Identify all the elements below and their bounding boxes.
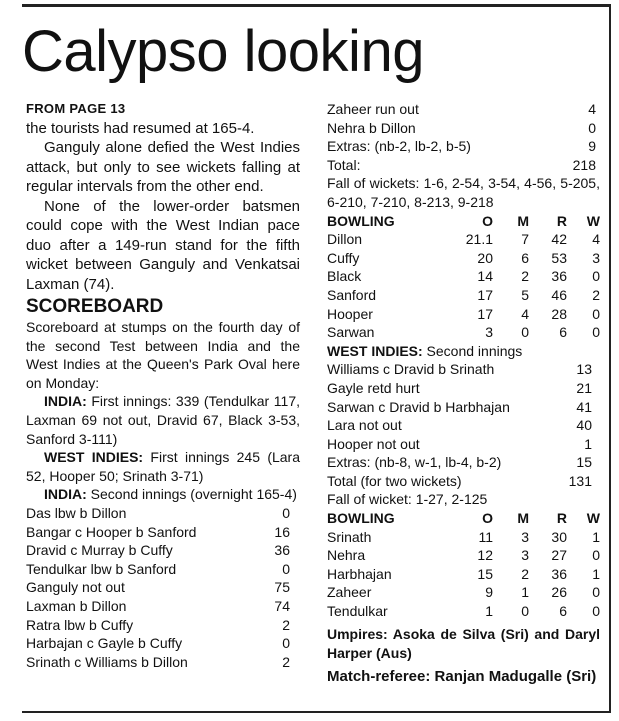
bottom-rule	[22, 711, 611, 713]
india-first-innings-label: INDIA:	[44, 393, 87, 410]
india-batting-list	[26, 504, 300, 671]
extras-row	[327, 453, 592, 472]
bowler-maidens: 1	[521, 584, 529, 601]
bowling-header-india	[327, 212, 600, 231]
paragraph-2: Ganguly alone defied the West Indies attack, but only to see wickets falling at regular intervals from the other end.	[26, 139, 300, 196]
total-value: 131	[568, 472, 592, 489]
india-first-innings-text: First innings: 339 (Tendulkar 117, Laxman 69 not out, Dravid 67, Black 3-53, Sanford 3-111)	[26, 393, 300, 447]
bowler-name: Srinath	[327, 528, 372, 545]
bowler-overs: 17	[477, 286, 493, 303]
total-row	[327, 472, 592, 491]
bowler-name: Tendulkar	[327, 603, 388, 620]
bowler-wickets: 2	[592, 286, 600, 303]
bowler-maidens: 6	[521, 249, 529, 266]
batsman-runs: 2	[282, 653, 290, 670]
bowler-name: Dillon	[327, 231, 363, 248]
right-rule	[609, 4, 611, 713]
bowler-overs: 12	[477, 547, 493, 564]
bowler-runs: 6	[559, 603, 567, 620]
bowler-runs: 42	[551, 231, 567, 248]
india-second-innings-text: Second innings (overnight 165-4)	[86, 486, 297, 503]
batsman-runs: 41	[576, 398, 592, 415]
batsman-dismissal: Das lbw b Dillon	[26, 505, 127, 522]
paragraph-3: None of the lower-order batsmen could cope with the West Indian pace duo after a 149-run stand for the fifth wicket between Ganguly and Venkatsai Laxman (74).	[26, 197, 300, 293]
batting-row	[327, 379, 592, 398]
bowler-wickets: 0	[592, 603, 600, 620]
batsman-dismissal: Hooper not out	[327, 435, 420, 452]
batsman-runs: 74	[274, 598, 290, 614]
bowler-row	[327, 286, 600, 305]
batting-row	[26, 634, 290, 653]
west-indies-second-innings	[327, 342, 600, 361]
batting-row	[26, 541, 290, 560]
bowling-header-west-indies	[327, 509, 600, 528]
batsman-runs: 4	[588, 101, 596, 117]
bowler-row	[327, 230, 600, 249]
bowler-runs: 36	[551, 565, 567, 582]
bowler-maidens: 4	[521, 305, 529, 322]
batsman-dismissal: Williams c Dravid b Srinath	[327, 361, 495, 378]
india-first-innings	[26, 392, 300, 448]
bowler-wickets: 0	[592, 305, 600, 322]
bowler-overs: 1	[485, 603, 493, 620]
batting-row	[327, 100, 596, 119]
total-row	[327, 156, 596, 175]
top-rule	[22, 4, 611, 7]
batsman-runs: 36	[274, 542, 290, 559]
bowler-runs: 6	[559, 324, 567, 341]
bowling-figures-india	[327, 230, 600, 342]
bowler-row	[327, 249, 600, 268]
bowler-row	[327, 528, 600, 547]
bowler-row	[327, 583, 600, 602]
paragraph-1: the tourists had resumed at 165-4.	[26, 119, 255, 137]
batting-row	[327, 119, 596, 138]
bowler-name: Cuffy	[327, 249, 360, 266]
extras-value: 9	[588, 138, 596, 155]
umpires-line: Umpires: Asoka de Silva (Sri) and Daryl Harper (Aus)	[327, 625, 600, 661]
bowler-runs: 27	[551, 547, 567, 564]
batsman-runs: 40	[576, 417, 592, 434]
batting-row	[26, 597, 290, 616]
bowler-wickets: 0	[592, 547, 600, 564]
bowler-overs: 21.1	[465, 231, 493, 248]
india-batting-continued	[327, 100, 600, 174]
batsman-runs: 0	[282, 505, 290, 522]
batsman-runs: 0	[588, 119, 596, 136]
bowler-runs: 30	[551, 528, 567, 545]
bowler-row	[327, 267, 600, 286]
batting-row	[26, 616, 290, 635]
bowling-figures-west-indies	[327, 528, 600, 621]
batting-row	[26, 578, 290, 597]
batsman-dismissal: Lara not out	[327, 417, 402, 434]
bowler-row	[327, 305, 600, 324]
batsman-runs: 1	[584, 435, 592, 452]
bowler-row	[327, 565, 600, 584]
bowler-name: Hooper	[327, 305, 373, 322]
bowler-row	[327, 323, 600, 342]
batting-row	[26, 504, 290, 523]
bowler-runs: 26	[551, 584, 567, 601]
continued-from-kicker: FROM PAGE 13	[26, 101, 126, 116]
bowling-header-label: BOWLING	[327, 510, 395, 527]
batting-row	[26, 653, 290, 672]
maidens-header: M	[517, 212, 529, 229]
batsman-runs: 2	[282, 616, 290, 633]
batsman-runs: 0	[282, 560, 290, 577]
bowler-name: Sanford	[327, 286, 377, 303]
extras-label: Extras: (nb-8, w-1, lb-4, b-2)	[327, 454, 502, 471]
bowler-maidens: 2	[521, 565, 529, 582]
bowler-overs: 20	[477, 249, 493, 266]
bowler-name: Harbhajan	[327, 565, 392, 582]
west-indies-first-innings-label: WEST INDIES:	[44, 449, 144, 466]
batting-row	[327, 416, 592, 435]
batsman-dismissal: Harbajan c Gayle b Cuffy	[26, 635, 183, 652]
batting-row	[327, 360, 592, 379]
bowler-wickets: 0	[592, 268, 600, 285]
bowler-maidens: 7	[521, 231, 529, 248]
west-indies-first-innings	[26, 448, 300, 485]
batsman-dismissal: Bangar c Hooper b Sanford	[26, 523, 197, 540]
bowler-name: Nehra	[327, 547, 366, 564]
batsman-dismissal: Laxman b Dillon	[26, 598, 127, 614]
bowler-overs: 3	[485, 324, 493, 341]
extras-label: Extras: (nb-2, lb-2, b-5)	[327, 138, 471, 155]
bowler-runs: 53	[551, 249, 567, 266]
batsman-dismissal: Ganguly not out	[26, 579, 125, 596]
bowler-overs: 9	[485, 584, 493, 601]
bowler-maidens: 2	[521, 268, 529, 285]
bowler-wickets: 0	[592, 324, 600, 341]
west-indies-batting-list	[327, 360, 600, 490]
batsman-dismissal: Nehra b Dillon	[327, 119, 416, 136]
fall-of-wickets-west-indies: Fall of wicket: 1-27, 2-125	[327, 491, 488, 508]
batsman-dismissal: Srinath c Williams b Dillon	[26, 653, 188, 670]
total-label: Total:	[327, 156, 361, 173]
bowler-name: Sarwan	[327, 324, 375, 341]
scoreboard-heading: SCOREBOARD	[26, 296, 164, 318]
right-column	[327, 100, 600, 687]
bowler-runs: 28	[551, 305, 567, 322]
bowler-row	[327, 602, 600, 621]
wickets-header: W	[586, 510, 600, 527]
total-label: Total (for two wickets)	[327, 472, 462, 489]
batsman-runs: 16	[274, 523, 290, 540]
bowler-runs: 46	[551, 286, 567, 303]
overs-header: O	[482, 510, 493, 527]
left-column	[26, 100, 300, 671]
batting-row	[327, 435, 592, 454]
fall-of-wickets-india: Fall of wickets: 1-6, 2-54, 3-54, 4-56, 5-205, 6-210, 7-210, 8-213, 9-218	[327, 175, 600, 210]
overs-header: O	[482, 212, 493, 229]
batsman-dismissal: Zaheer run out	[327, 101, 419, 117]
bowler-overs: 15	[477, 565, 493, 582]
bowler-wickets: 1	[592, 565, 600, 582]
bowler-overs: 17	[477, 305, 493, 322]
batting-row	[26, 560, 290, 579]
bowler-wickets: 4	[592, 231, 600, 248]
west-indies-second-innings-text: Second innings	[422, 342, 523, 359]
bowler-maidens: 0	[521, 324, 529, 341]
india-second-innings	[26, 485, 300, 504]
batsman-dismissal: Ratra lbw b Cuffy	[26, 616, 134, 633]
total-value: 218	[572, 156, 596, 173]
runs-header: R	[556, 212, 567, 229]
bowler-runs: 36	[551, 268, 567, 285]
extras-value: 15	[576, 454, 592, 471]
bowler-wickets: 3	[592, 249, 600, 266]
batsman-runs: 75	[274, 579, 290, 596]
bowler-overs: 11	[478, 528, 493, 545]
batsman-dismissal: Tendulkar lbw b Sanford	[26, 560, 177, 577]
batsman-dismissal: Gayle retd hurt	[327, 379, 420, 396]
bowler-maidens: 5	[521, 286, 529, 303]
bowler-row	[327, 546, 600, 565]
batsman-dismissal: Dravid c Murray b Cuffy	[26, 542, 173, 559]
maidens-header: M	[517, 510, 529, 527]
bowler-wickets: 1	[592, 528, 600, 545]
bowler-maidens: 3	[521, 528, 529, 545]
west-indies-second-innings-label: WEST INDIES:	[327, 342, 423, 359]
headline: Calypso looking	[22, 19, 424, 84]
batsman-runs: 0	[282, 635, 290, 652]
india-second-innings-label: INDIA:	[44, 486, 87, 503]
bowler-maidens: 3	[521, 547, 529, 564]
batsman-runs: 21	[576, 379, 592, 396]
bowler-name: Black	[327, 268, 362, 285]
match-referee-line: Match-referee: Ranjan Madugalle (Sri)	[327, 667, 597, 685]
bowler-wickets: 0	[592, 584, 600, 601]
batting-row	[26, 523, 290, 542]
bowler-name: Zaheer	[327, 584, 372, 601]
batsman-dismissal: Sarwan c Dravid b Harbhajan	[327, 398, 510, 415]
west-indies-first-innings-text: First innings 245 (Lara 52, Hooper 50; Srinath 3-71)	[26, 449, 301, 484]
extras-row	[327, 137, 596, 156]
scoreboard-intro: Scoreboard at stumps on the fourth day of the second Test between India and the West Indies at the Queen's Park Oval here on Monday:	[26, 319, 300, 391]
wickets-header: W	[586, 212, 600, 229]
batting-row	[327, 398, 592, 417]
batsman-runs: 13	[576, 361, 592, 378]
bowler-maidens: 0	[521, 603, 529, 620]
bowling-header-label: BOWLING	[327, 212, 395, 229]
bowler-overs: 14	[477, 268, 493, 285]
runs-header: R	[556, 510, 567, 527]
